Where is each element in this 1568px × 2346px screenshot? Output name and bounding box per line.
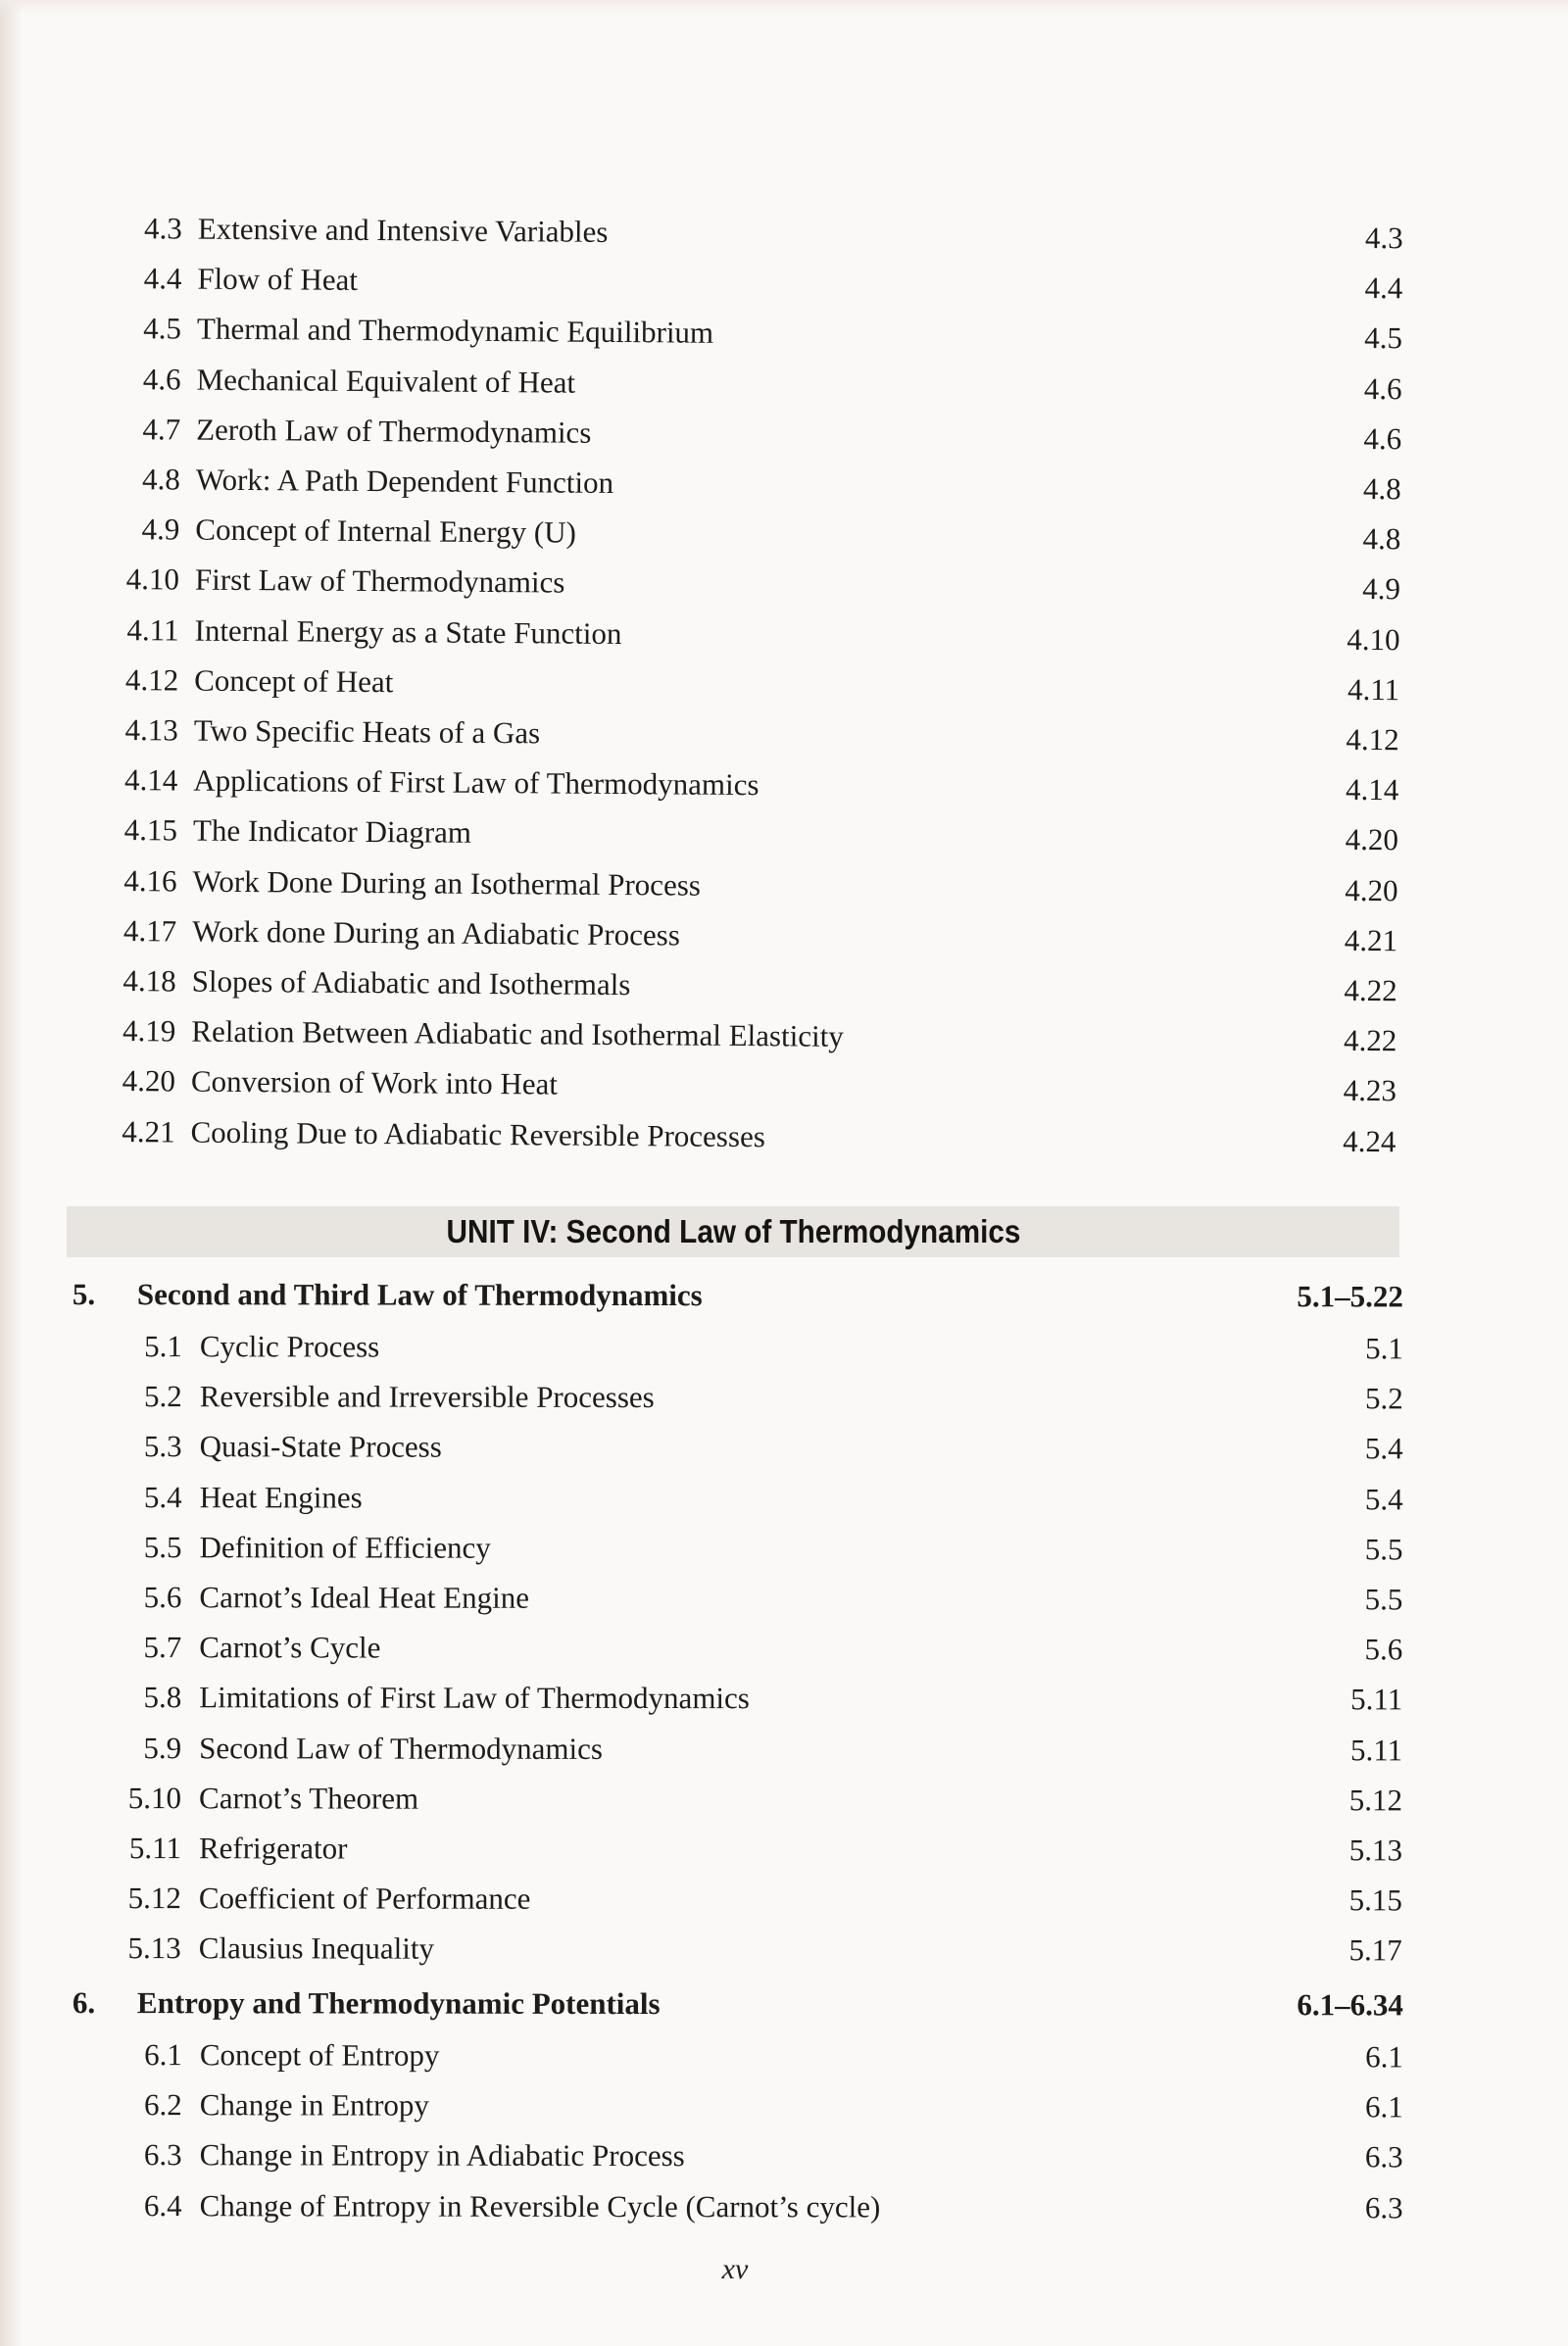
entry-title: Carnot’s Ideal Heat Engine [199,1580,530,1615]
entry-page-number: 4.21 [1344,922,1398,958]
entry-title: Concept of Internal Energy (U) [195,512,577,550]
toc-entry-row [72,1873,1402,1926]
entry-title: Refrigerator [198,1831,348,1866]
entry-number: 4.5 [143,311,182,346]
entry-number: 5.9 [143,1730,182,1765]
entry-title: Carnot’s Cycle [199,1630,381,1665]
section-number: 5. [72,1277,96,1312]
toc-entry-row [73,1371,1403,1424]
entry-page-number: 4.20 [1345,872,1398,907]
toc-entry-row [73,2079,1403,2132]
entry-page-number: 5.17 [1348,1932,1402,1968]
entry-title: Definition of Efficiency [199,1530,491,1565]
unit-banner [67,1206,1399,1257]
entry-number: 4.3 [143,211,182,246]
section-number: 6. [72,1985,96,2021]
entry-title: Limitations of First Law of Thermodynamics [199,1680,750,1716]
toc-section-5 [72,1269,1403,1976]
entry-number: 5.3 [143,1429,182,1464]
entry-title: Change in Entropy [199,2087,429,2123]
entry-page-number: 4.12 [1346,721,1399,758]
unit-banner-label: UNIT IV: Second Law of Thermodynamics [446,1213,1020,1249]
entry-title: Mechanical Equivalent of Heat [196,362,576,400]
entry-number: 5.11 [128,1831,181,1866]
entry-title: Change in Entropy in Adiabatic Process [199,2137,685,2174]
entry-page-number: 4.22 [1343,1023,1397,1058]
toc-entry-row [73,2129,1403,2182]
entry-title: Internal Energy as a State Function [194,612,622,651]
entry-title: Applications of First Law of Thermodynamics [193,762,760,803]
entry-title: Concept of Entropy [199,2037,440,2073]
entry-page-number: 4.9 [1362,571,1401,607]
entry-number: 5.2 [143,1379,182,1414]
toc-entry-row [73,1472,1403,1525]
entry-title: Heat Engines [199,1479,363,1515]
entry-page-number: 5.13 [1348,1833,1402,1868]
entry-page-number: 5.6 [1364,1632,1403,1667]
toc-entry-row [72,1522,1402,1575]
section-6-heading [73,1978,1403,2029]
entry-page-number: 4.24 [1343,1123,1396,1158]
toc-chapter4-list [112,203,1403,1166]
toc-entry-row [73,1321,1403,1374]
toc-entry-row [72,1622,1402,1675]
entry-page-number: 5.2 [1364,1381,1403,1416]
entry-title: First Law of Thermodynamics [194,562,565,601]
entry-title: Concept of Heat [194,662,394,700]
entry-page-number: 4.4 [1364,270,1403,306]
entry-page-number: 4.14 [1345,772,1399,807]
entry-page-number: 6.3 [1364,2139,1403,2175]
entry-title: Work Done During an Isothermal Process [192,863,702,903]
entry-number: 4.8 [141,462,180,497]
entry-title: Second Law of Thermodynamics [199,1730,603,1766]
scan-edge-shadow [0,0,25,2346]
entry-page-number: 5.15 [1348,1882,1402,1918]
entry-title: Zeroth Law of Thermodynamics [196,412,592,450]
entry-page-number: 4.8 [1362,470,1401,507]
entry-title: Cooling Due to Adiabatic Reversible Processes [190,1114,765,1153]
toc-entry-row [72,1773,1402,1826]
toc-section-6 [73,1978,1403,2232]
entry-title: Coefficient of Performance [198,1881,531,1917]
entry-page-number: 4.3 [1364,220,1403,256]
section-5-entries [72,1321,1403,1976]
entry-page-number: 4.6 [1363,420,1402,457]
entry-page-number: 4.5 [1364,320,1403,356]
entry-page-number: 5.1 [1365,1331,1403,1366]
entry-title: Carnot’s Theorem [199,1781,419,1816]
entry-number: 4.6 [142,361,181,397]
entry-number: 5.5 [143,1529,182,1565]
entry-title: Work done During an Adiabatic Process [192,913,680,953]
entry-number: 4.13 [124,712,178,748]
entry-number: 4.18 [122,963,176,999]
entry-number: 6.4 [143,2187,182,2223]
section-6-entries [73,2029,1403,2232]
entry-number: 5.12 [127,1881,181,1916]
entry-page-number: 4.6 [1363,370,1402,406]
entry-title: Two Specific Heats of a Gas [193,712,541,751]
toc-entry-row [73,2180,1403,2233]
entry-title: Flow of Heat [197,261,359,298]
entry-number: 4.7 [142,412,181,447]
entry-number: 4.15 [123,812,178,848]
entry-page-number: 5.11 [1350,1732,1403,1767]
entry-number: 4.17 [122,912,177,949]
entry-page-number: 5.4 [1364,1481,1403,1516]
entry-number: 4.14 [123,762,178,798]
entry-number: 6.1 [144,2037,182,2073]
entry-number: 5.13 [127,1931,181,1966]
section-title: Second and Third Law of Thermodynamics [136,1277,703,1313]
entry-number: 5.1 [144,1329,182,1364]
entry-number: 4.9 [141,512,180,547]
entry-number: 4.11 [126,611,179,648]
entry-page-number: 4.10 [1347,621,1400,657]
entry-page-number: 6.1 [1364,2089,1403,2125]
toc-entry-row [112,1106,1396,1166]
entry-number: 6.2 [143,2087,182,2123]
entry-page-number: 5.11 [1350,1682,1403,1717]
entry-title: Clausius Inequality [198,1931,435,1967]
entry-number: 5.7 [143,1630,182,1665]
entry-title: Cyclic Process [199,1329,380,1364]
entry-page-number: 4.20 [1345,822,1399,857]
entry-number: 5.10 [127,1780,182,1816]
entry-number: 4.16 [123,862,177,899]
entry-page-number: 5.4 [1364,1431,1403,1466]
entry-page-number: 5.12 [1348,1783,1403,1818]
entry-number: 4.20 [122,1063,176,1099]
scan-edge-shadow-top [0,0,1568,14]
entry-title: Conversion of Work into Heat [190,1064,559,1101]
entry-page-number: 4.8 [1362,521,1401,557]
entry-number: 4.21 [122,1113,175,1149]
entry-page-number: 4.11 [1347,671,1400,708]
entry-number: 4.4 [143,261,182,296]
entry-title: Extensive and Intensive Variables [197,211,609,249]
entry-title: Relation Between Adiabatic and Isothermal Elasticity [191,1013,844,1054]
section-title: Entropy and Thermodynamic Potentials [136,1985,661,2022]
entry-number: 6.3 [143,2137,182,2173]
page-folio: xv [721,2253,749,2285]
entry-title: Quasi-State Process [199,1429,442,1465]
entry-page-number: 5.5 [1364,1532,1403,1567]
entry-page-number: 6.1 [1365,2039,1403,2075]
entry-number: 5.8 [143,1680,182,1715]
section-page-range: 5.1–5.22 [1297,1279,1403,1314]
toc-entry-row [73,2029,1403,2082]
toc-entry-row [73,1421,1403,1474]
entry-number: 4.19 [122,1013,176,1049]
toc-entry-row [72,1723,1402,1776]
entry-title: Slopes of Adiabatic and Isothermals [191,963,631,1002]
entry-number: 5.6 [143,1580,182,1615]
toc-entry-row [72,1923,1402,1976]
entry-title: The Indicator Diagram [192,813,472,851]
section-page-range: 6.1–6.34 [1297,1987,1403,2023]
entry-title: Reversible and Irreversible Processes [199,1379,655,1415]
entry-page-number: 4.23 [1343,1073,1397,1108]
entry-page-number: 6.3 [1364,2189,1403,2224]
toc-entry-row [72,1672,1402,1725]
toc-entry-row [72,1572,1402,1625]
entry-page-number: 4.22 [1344,972,1397,1008]
entry-number: 5.4 [143,1479,182,1514]
section-5-heading [73,1269,1403,1321]
entry-title: Work: A Path Dependent Function [195,462,614,500]
entry-number: 4.12 [124,661,179,698]
entry-title: Thermal and Thermodynamic Equilibrium [196,312,714,351]
entry-page-number: 5.5 [1364,1582,1403,1617]
entry-title: Change of Entropy in Reversible Cycle (Carnot’s cycle) [199,2187,881,2224]
entry-number: 4.10 [125,562,180,597]
toc-entry-row [72,1823,1402,1876]
